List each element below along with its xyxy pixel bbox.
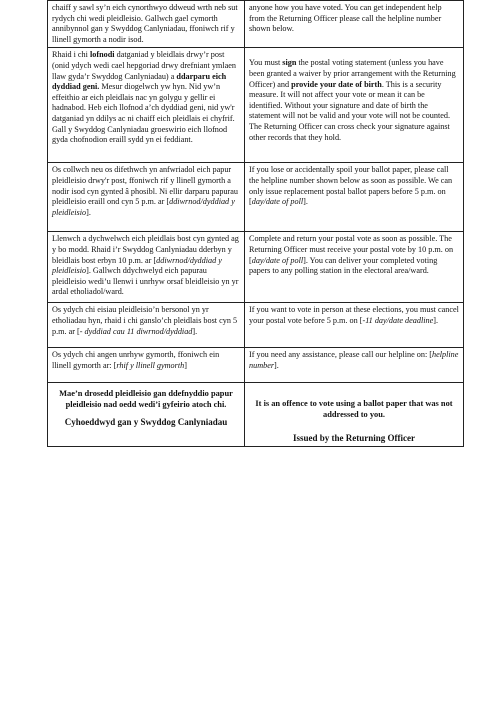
- welsh-cell: Os collwch neu os difethwch yn anfwriadol eich papur pleidleisio drwy'r post, ffoniwch rif y llinell gymorth a nodir isod cyn gynted â phosibl. Ni ellir darparu papurau pleidleisio eraill ond cyn 5 p.m. ar [ddiwrnod/dyddiad y pleidleisio].: [48, 163, 245, 232]
- table-row: [48, 163, 464, 232]
- english-sign-emphasis: sign: [282, 58, 297, 68]
- welsh-offence-warning: Mae’n drosedd pleidleisio gan ddefnyddio papur pleidleisio nad oedd wedi’i gyfeirio atoch chi.: [59, 389, 233, 409]
- english-dob-emphasis: provide your date of birth: [291, 79, 382, 89]
- english-issued-by: Issued by the Returning Officer: [293, 432, 415, 443]
- english-cell: [245, 1, 464, 48]
- english-cell: If you lose or accidentally spoil your ballot paper, please call the helpline number shown below as soon as possible. We can only issue replacement postal ballot papers before 5 p.m. on [day/date of poll].: [245, 163, 464, 232]
- footer-row: [48, 383, 464, 446]
- english-offence-warning: It is an offence to vote using a ballot paper that was not addressed to you.: [255, 399, 453, 419]
- table-row: [48, 48, 464, 163]
- english-footer-cell: [245, 383, 464, 446]
- welsh-cell: Os ydych chi angen unrhyw gymorth, ffoniwch ein llinell gymorth ar: [rhif y llinell gymorth]: [48, 348, 245, 383]
- table-row: [48, 232, 464, 303]
- welsh-text: chaiff y sawl sy’n eich cynorthwyo ddweud wrth neb sut rydych chi wedi pleidleisio. Gallwch gael cymorth annibynnol gan y Swyddog Canlyniadau, ffoniwch rif y llinell gymorth a nodir isod.: [52, 3, 238, 44]
- welsh-cell: Rhaid i chi lofnodi datganiad y bleidlais drwy’r post (onid ydych wedi cael hepgoriad drwy drefniant ymlaen llaw gyda’r Swyddog Canlyniadau) a ddarparu eich dyddiad geni. Mesur diogelwch yw hyn. Nid yw’n effeithio ar eich pleidlais nac yn golygu y gellir ei hadnabod. Heb eich llofnod a’ch dyddiad geni, nid yw'r datganiad yn ddilys ac ni chaiff eich pleidlais ei chyfrif. Gall y Swyddog Canlyniadau groeswirio eich llofnod gyda chofnodion eraill sydd yn ei feddiant.: [48, 48, 245, 163]
- welsh-cell: Os ydych chi eisiau pleidleisio’n bersonol yn yr etholiadau hyn, rhaid i chi ganslo’ch pleidlais bost cyn 5 p.m. ar [- dyddiad cau 11 diwrnod/dyddiad].: [48, 303, 245, 348]
- english-cell: If you need any assistance, please call our helpline on: [helpline number].: [245, 348, 464, 383]
- bilingual-instructions-table: [47, 0, 464, 447]
- welsh-footer-cell: [48, 383, 245, 446]
- table-row: [48, 348, 464, 383]
- welsh-issued-by: Cyhoeddwyd gan y Swyddog Canlyniadau: [64, 416, 228, 427]
- table-row: [48, 1, 464, 48]
- welsh-dob-emphasis: ddarparu eich dyddiad geni.: [52, 71, 227, 92]
- english-cell: You must sign the postal voting statement (unless you have been granted a waiver by prior arrangement with the Returning Officer) and provide your date of birth. This is a security measure. It will not affect your vote or mean it can be identified. Without your signature and date of birth the statement will not be valid and your vote will not be counted. The Returning Officer can cross check your signature against other records that they hold.: [245, 48, 464, 163]
- welsh-cell: [48, 1, 245, 48]
- english-cell: If you want to vote in person at these elections, you must cancel your postal vote before 5 p.m. on [-11 day/date deadline].: [245, 303, 464, 348]
- document-page: [47, 0, 459, 447]
- english-text: anyone how you have voted. You can get independent help from the Returning Officer please call the helpline number shown below.: [249, 3, 442, 34]
- english-cell: Complete and return your postal vote as soon as possible. The Returning Officer must receive your postal vote by 10 p.m. on [day/date of poll]. You can deliver your completed voting papers to any polling station in the electoral area/ward.: [245, 232, 464, 303]
- welsh-sign-emphasis: lofnodi: [89, 50, 115, 60]
- welsh-cell: Llenwch a dychwelwch eich pleidlais bost cyn gynted ag y bo modd. Rhaid i’r Swyddog Canlyniadau dderbyn y bleidlais bost erbyn 10 p.m. ar [ddiwrnod/dyddiad y pleidleisio]. Gallwch ddychwelyd eich papurau pleidleisio wedi’u llenwi i unrhyw orsaf bleidleisio yn yr ardal etholiadol/ward.: [48, 232, 245, 303]
- table-row: [48, 303, 464, 348]
